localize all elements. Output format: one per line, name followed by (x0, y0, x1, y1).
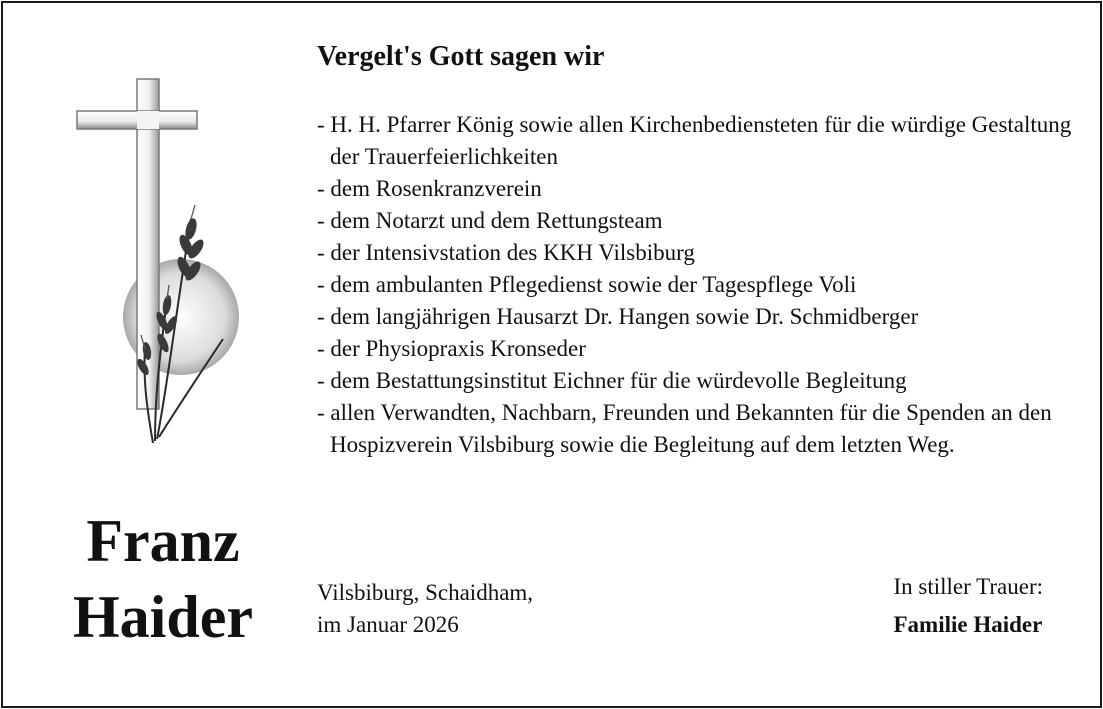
mourners-block (894, 571, 1044, 641)
obituary-card (1, 1, 1102, 708)
cross-with-wheat-icon (63, 69, 263, 469)
list-item: - dem Notarzt und dem Rettungsteam (317, 208, 663, 233)
mourners-label: In stiller Trauer: (893, 574, 1043, 599)
thanks-list (317, 109, 1077, 461)
list-item: - der Intensivstation des KKH Vilsbiburg (317, 240, 695, 265)
list-item: - dem ambulanten Pflegedienst sowie der Tagespflege Voli (317, 272, 857, 297)
mourners-family: Familie Haider (893, 612, 1043, 637)
deceased-first-name: Franz (86, 508, 240, 574)
deceased-last-name: Haider (73, 584, 253, 650)
list-item: - dem langjährigen Hausarzt Dr. Hangen sowie Dr. Schmidberger (317, 304, 919, 329)
date-line: im Januar 2026 (317, 612, 459, 637)
thanks-heading: Vergelt's Gott sagen wir (317, 41, 605, 72)
list-item: - H. H. Pfarrer König sowie allen Kirchenbediensteten für die würdige Gestaltung der Trauerfeierlichkeiten (317, 112, 1072, 169)
place-date (317, 577, 533, 641)
place-line: Vilsbiburg, Schaidham, (317, 580, 534, 605)
list-item: - dem Rosenkranzverein (317, 176, 542, 201)
list-item: - der Physiopraxis Kronseder (317, 336, 586, 361)
list-item: - allen Verwandten, Nachbarn, Freunden und Bekannten für die Spenden an den Hospizverein Vilsbiburg sowie die Begleitung auf dem letzten Weg. (317, 400, 1052, 457)
list-item: - dem Bestattungsinstitut Eichner für die würdevolle Begleitung (317, 368, 907, 393)
